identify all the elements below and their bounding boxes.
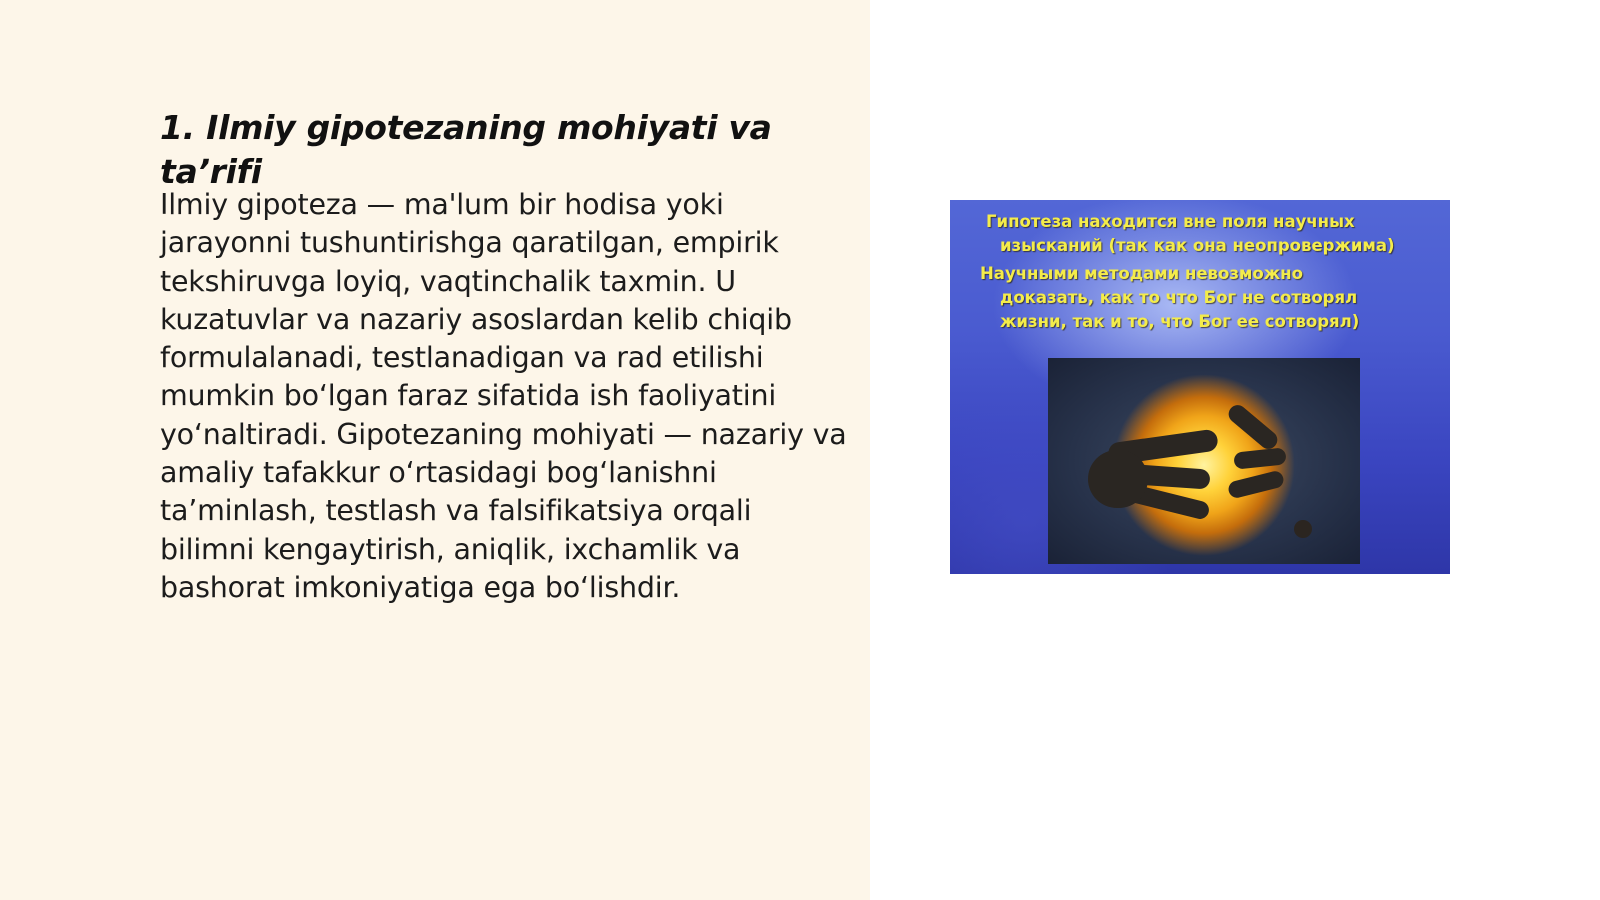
right-hand-shape xyxy=(1233,447,1286,469)
hypothesis-illustration xyxy=(950,200,1450,574)
picture-caption-line: Научными методами невозможно xyxy=(980,264,1303,283)
slide-title: 1. Ilmiy gipotezaning mohiyati va ta’rifi xyxy=(160,108,772,191)
right-hand-shape xyxy=(1227,469,1285,499)
small-dark-sphere xyxy=(1294,520,1312,538)
picture-caption-line: жизни, так и то, что Бог ее сотворял) xyxy=(1000,312,1360,331)
slide-body-text: Ilmiy gipoteza — ma'lum bir hodisa yoki jarayonni tushuntirishga qaratilgan, empirik tekshiruvga loyiq, vaqtinchalik taxmin. U kuzatuvlar va nazariy asoslardan kelib chiqib formulalanadi, testlanadigan va rad etilishi mumkin bo‘lgan faraz sifatida ish faoliyatini yo‘naltiradi. Gipotezaning mohiyati — nazariy va amaliy tafakkur o‘rtasidagi bog‘lanishni ta’minlash, testlash va falsifikatsiya orqali bilimni kengaytirish, aniqlik, ixchamlik va bashorat imkoniyatiga ega bo‘lishdir. xyxy=(160,188,847,604)
picture-caption-line: доказать, как то что Бог не сотворял xyxy=(1000,288,1358,307)
picture-caption-line: изысканий (так как она неопровержима) xyxy=(1000,236,1395,255)
right-hand-shape xyxy=(1225,401,1281,452)
picture-caption-line: Гипотеза находится вне поля научных xyxy=(986,212,1355,231)
glowing-sphere-hands-photo xyxy=(1048,358,1360,564)
left-hand-shape xyxy=(1088,450,1148,508)
